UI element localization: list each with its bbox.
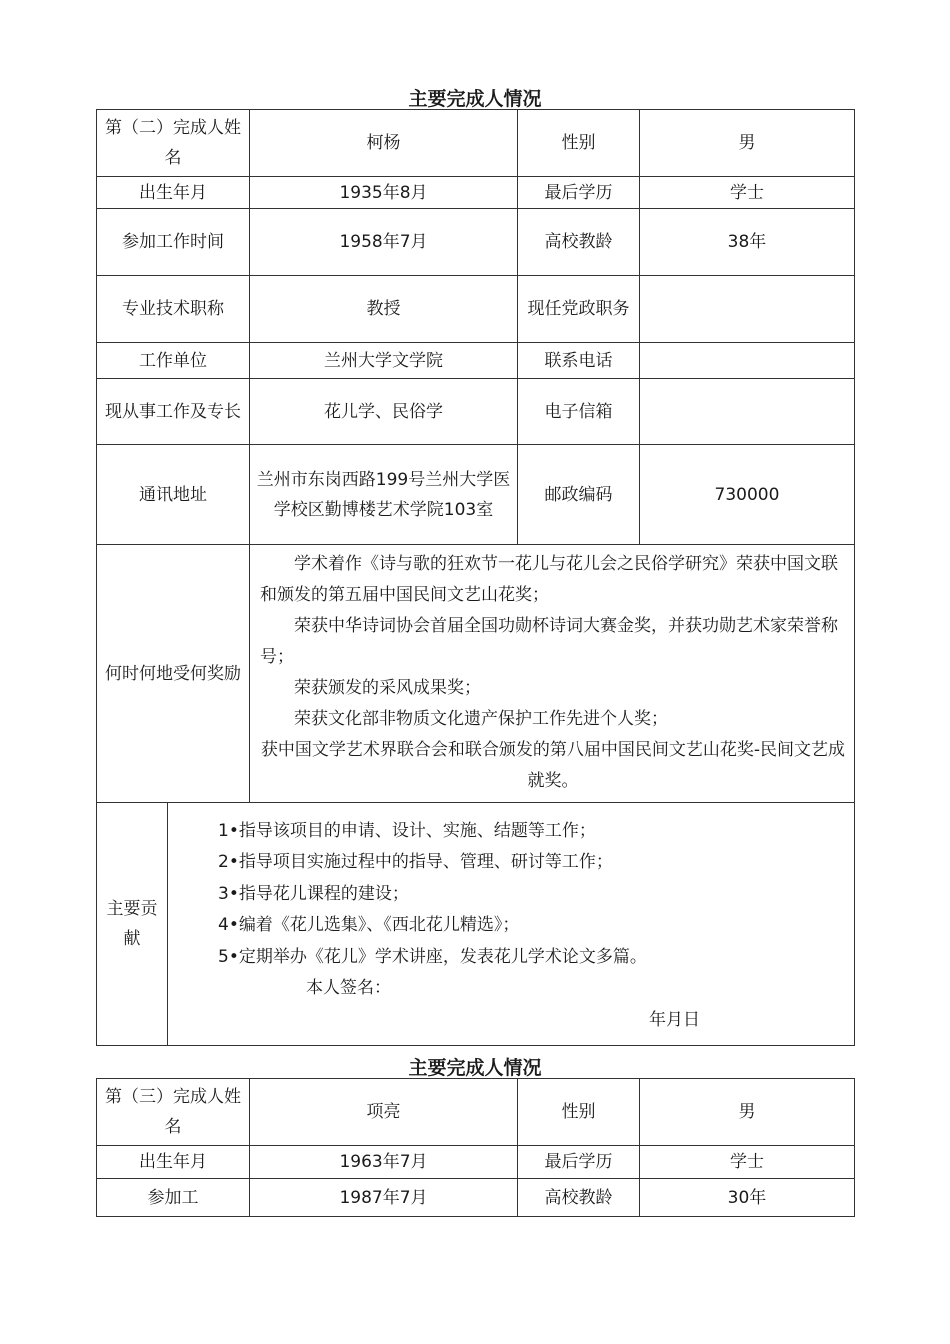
contrib-item: 1•指导该项目的申请、设计、实施、结题等工作；	[218, 820, 596, 841]
award-item: 荣获中华诗词协会首届全国功勋杯诗词大赛金奖，并获功勋艺术家荣誉称号；	[260, 615, 838, 667]
contrib-item: 3•指导花儿课程的建设；	[218, 883, 409, 904]
section-title-2: 主要完成人情况	[408, 1057, 542, 1079]
phone-label: 联系电话	[518, 343, 640, 379]
email-value	[640, 379, 855, 445]
specialty-value: 花儿学、民俗学	[250, 379, 518, 445]
award-item: 荣获颁发的采风成果奖；	[294, 677, 481, 698]
signature-line: 本人签名：	[306, 978, 391, 999]
section-title: 主要完成人情况	[408, 88, 542, 110]
contrib-item: 4•编着《花儿选集》、《西北花儿精选》；	[218, 915, 520, 936]
degree-value: 学士	[640, 1146, 855, 1179]
work-start-label: 参加工	[97, 1179, 250, 1217]
degree-value: 学士	[640, 177, 855, 209]
award-item: 荣获文化部非物质文化遗产保护工作先进个人奖；	[294, 708, 668, 729]
work-start-value: 1987年7月	[250, 1179, 518, 1217]
postcode-value: 730000	[640, 445, 855, 545]
party-post-label: 现任党政职务	[518, 276, 640, 343]
work-start-label: 参加工作时间	[97, 209, 250, 276]
birth-label: 出生年月	[97, 1146, 250, 1179]
teaching-age-value: 30年	[640, 1179, 855, 1217]
prof-title-label: 专业技术职称	[97, 276, 250, 343]
specialty-label: 现从事工作及专长	[97, 379, 250, 445]
contrib-item: 5•定期举办《花儿》学术讲座，发表花儿学术论文多篇。	[218, 946, 647, 967]
unit-value: 兰州大学文学院	[250, 343, 518, 379]
degree-label: 最后学历	[518, 1146, 640, 1179]
name-value: 项亮	[250, 1079, 518, 1146]
postcode-label: 邮政编码	[518, 445, 640, 545]
contrib-label: 主要贡献	[97, 803, 168, 1046]
work-start-value: 1958年7月	[250, 209, 518, 276]
teaching-age-label: 高校教龄	[518, 209, 640, 276]
birth-label: 出生年月	[97, 177, 250, 209]
phone-value	[640, 343, 855, 379]
person-info-table	[96, 109, 855, 1046]
birth-value: 1935年8月	[250, 177, 518, 209]
contrib-text	[168, 803, 855, 1046]
gender-label: 性别	[518, 110, 640, 177]
contrib-item: 2•指导项目实施过程中的指导、管理、研讨等工作；	[218, 852, 613, 873]
name-label: 第（二）完成人姓名	[97, 110, 250, 177]
award-item: 学术着作《诗与歌的狂欢节一花儿与花儿会之民俗学研究》荣获中国文联和颁发的第五届中国民间文艺山花奖；	[260, 553, 838, 605]
name-label: 第（三）完成人姓名	[97, 1079, 250, 1146]
teaching-age-value: 38年	[640, 209, 855, 276]
party-post-value	[640, 276, 855, 343]
gender-label: 性别	[518, 1079, 640, 1146]
gender-value: 男	[640, 110, 855, 177]
birth-value: 1963年7月	[250, 1146, 518, 1179]
degree-label: 最后学历	[518, 177, 640, 209]
address-value: 兰州市东岗西路199号兰州大学医学校区勤博楼艺术学院103室	[250, 445, 518, 545]
address-label: 通讯地址	[97, 445, 250, 545]
award-item: 获中国文学艺术界联合会和联合颁发的第八届中国民间文艺山花奖-民间文艺成就奖。	[260, 739, 846, 791]
teaching-age-label: 高校教龄	[518, 1179, 640, 1217]
awards-label: 何时何地受何奖励	[97, 545, 250, 803]
date-line: 年月日	[649, 1009, 700, 1030]
name-value: 柯杨	[250, 110, 518, 177]
prof-title-value: 教授	[250, 276, 518, 343]
unit-label: 工作单位	[97, 343, 250, 379]
email-label: 电子信箱	[518, 379, 640, 445]
awards-text	[250, 545, 855, 803]
gender-value: 男	[640, 1079, 855, 1146]
person-info-table-2	[96, 1078, 855, 1217]
